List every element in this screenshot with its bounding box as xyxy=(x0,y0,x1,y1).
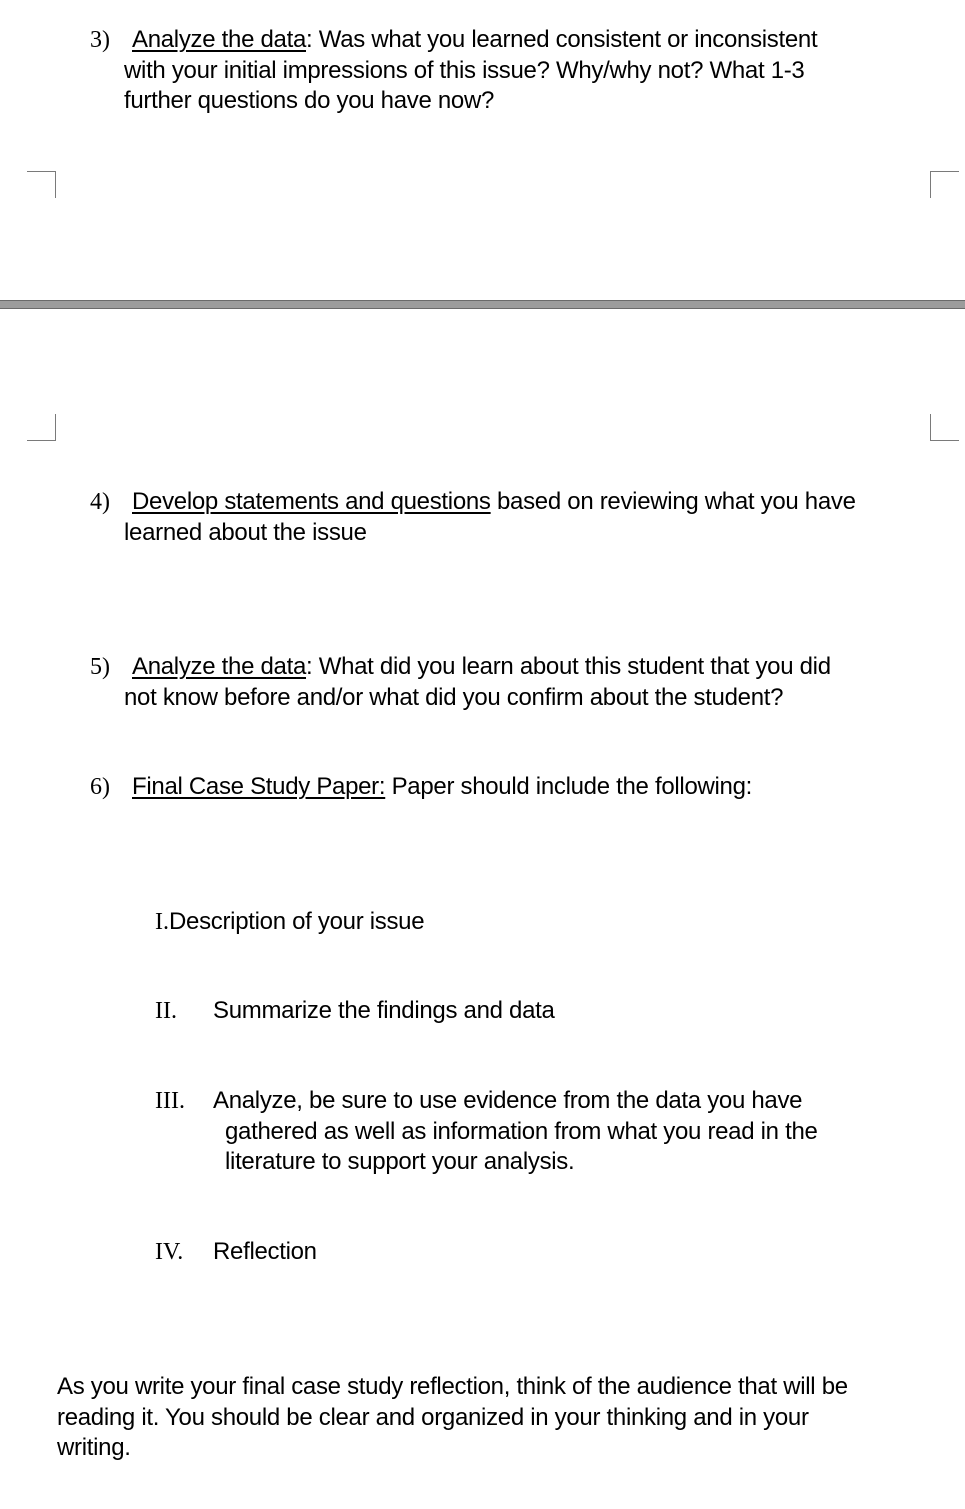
item-3-line1-text: : Was what you learned consistent or inconsistent xyxy=(306,26,818,53)
sublist-ii-numeral: II. xyxy=(155,998,177,1024)
margin-corner-top-left xyxy=(27,171,56,198)
item-6-heading: Final Case Study Paper: xyxy=(132,773,386,800)
item-4-line2: learned about the issue xyxy=(124,518,367,546)
item-4-number: 4) xyxy=(90,489,110,515)
item-3-heading: Analyze the data xyxy=(132,26,306,53)
item-5-line2: not know before and/or what did you confirm about the student? xyxy=(124,683,784,711)
item-6-line1-text: Paper should include the following: xyxy=(385,773,753,800)
item-4-heading: Develop statements and questions xyxy=(132,488,491,515)
sublist-iii-numeral: III. xyxy=(155,1088,185,1114)
sublist-iii-line2: gathered as well as information from what you read in the xyxy=(225,1117,818,1145)
margin-corner-top-right xyxy=(930,171,959,198)
sublist-iii-line3: literature to support your analysis. xyxy=(225,1148,575,1175)
item-3-line2: with your initial impressions of this issue? Why/why not? What 1-3 xyxy=(124,56,805,84)
page-break-divider xyxy=(0,300,965,309)
sublist-iv-text: Reflection xyxy=(213,1238,317,1265)
sublist-i-text: Description of your issue xyxy=(169,908,425,935)
margin-corner-bottom-left xyxy=(27,414,56,441)
closing-line2: reading it. You should be clear and organized in your thinking and in your xyxy=(57,1403,809,1431)
sublist-iii-line1: Analyze, be sure to use evidence from the data you have xyxy=(213,1087,803,1114)
sublist-ii-text: Summarize the findings and data xyxy=(213,997,555,1024)
closing-line1: As you write your final case study reflection, think of the audience that will be xyxy=(57,1373,848,1400)
item-4-line1-text: based on reviewing what you have xyxy=(490,488,856,515)
margin-corner-bottom-right xyxy=(930,414,959,441)
sublist-iv-numeral: IV. xyxy=(155,1239,184,1265)
item-3-number: 3) xyxy=(90,27,110,53)
closing-line3: writing. xyxy=(57,1434,131,1461)
sublist-i-numeral: I. xyxy=(155,909,169,935)
item-5-line1-text: : What did you learn about this student that you did xyxy=(306,653,831,680)
item-5-number: 5) xyxy=(90,654,110,680)
item-6-number: 6) xyxy=(90,774,110,800)
item-3-line3: further questions do you have now? xyxy=(124,87,495,114)
item-5-heading: Analyze the data xyxy=(132,653,306,680)
